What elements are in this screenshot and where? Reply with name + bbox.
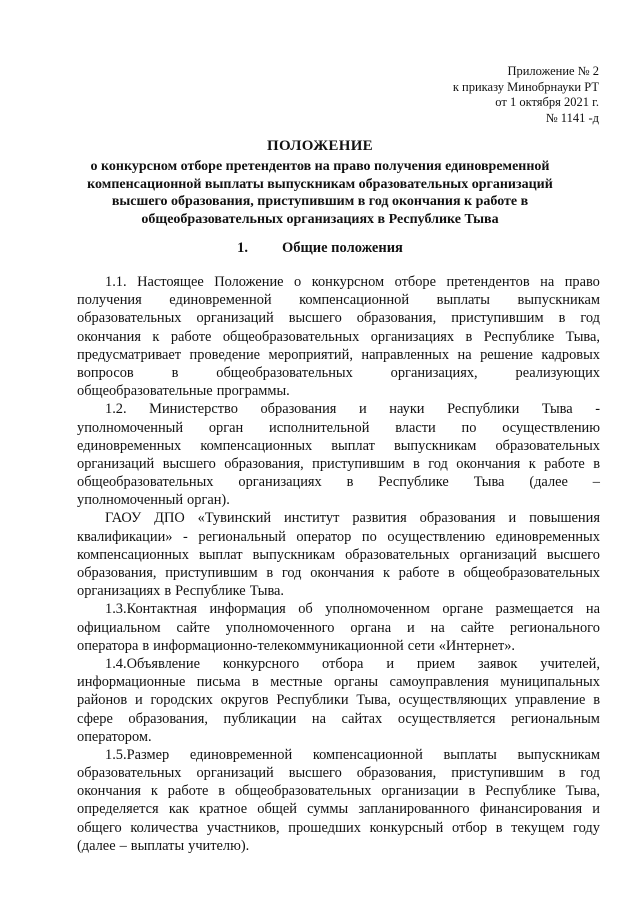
text-line: единовременных компенсационных выплат выпускникам образовательных (77, 437, 600, 454)
text-line: получения единовременной компенсационной выплаты выпускникам (77, 292, 600, 309)
text-line: образовательных организаций высшего образования, приступившим в год (77, 765, 600, 782)
appendix-line: к приказу Минобрнауки РТ (452, 79, 599, 94)
subtitle-line: о конкурсном отборе претендентов на право получения единовременной (90, 159, 550, 174)
paragraph (77, 400, 600, 509)
text-line: вопросов в общеобразовательных организациях, реализующих (77, 364, 600, 381)
text-line: предусматривает проведение мероприятий, направленных на решение кадровых (77, 346, 600, 363)
text-line: ГАОУ ДПО «Тувинский институт развития образования и повышения (105, 510, 600, 527)
subtitle-line: общеобразовательных организациях в Республике Тыва (141, 211, 499, 227)
text-line: (далее – выплаты учителю). (77, 837, 250, 854)
subtitle-line: высшего образования, приступившим в год окончания к работе в (111, 194, 529, 209)
text-line: образовательных организаций высшего образования, приступившим в год (77, 310, 600, 327)
section-heading (0, 240, 640, 257)
text-line: образования, приступившим в год окончания к работе в общеобразовательных (77, 565, 600, 581)
text-line: районов и городских округов Республики Тыва, осуществляющих управление в (77, 692, 600, 709)
text-line: 1.2. Министерство образования и науки Республики Тыва - (105, 401, 600, 418)
text-line: оператора в информационно-телекоммуникационной сети «Интернет». (77, 637, 516, 654)
text-line: сфере образования, публикации на сайтах осуществляется региональным (77, 710, 600, 727)
paragraph (77, 600, 600, 655)
text-line: уполномоченный орган). (77, 492, 230, 509)
appendix-reference (453, 64, 599, 126)
subtitle-line: компенсационной выплаты выпускникам образовательных организаций (87, 176, 553, 192)
text-line: определяется как кратное общей суммы запланированного финансирования и (77, 801, 600, 818)
document-title: ПОЛОЖЕНИЕ (267, 138, 373, 154)
text-line: уполномоченный орган исполнительной власти по осуществлению (77, 419, 600, 436)
text-line: общеобразовательных организациях в Республике Тыва (далее – (77, 474, 600, 491)
text-line: 1.1. Настоящее Положение о конкурсном отборе претендентов на право (105, 274, 600, 290)
text-line: компенсационных выплат выпускникам образовательных организаций высшего (77, 546, 600, 563)
text-line: окончания к работе в общеобразовательных организации в Республике Тыва, (77, 783, 600, 800)
text-line: квалификации» - региональный оператор по осуществлению единовременных (77, 528, 600, 545)
text-line: организаций высшего образования, приступившим в год окончания к работе в (77, 455, 600, 472)
paragraph (77, 746, 600, 855)
text-line: официальном сайте уполномоченного органа и на сайте регионального (77, 619, 600, 636)
paragraph (77, 273, 600, 400)
text-line: окончания к работе общеобразовательных организациях в Республике Тыва, (77, 328, 600, 345)
text-line: 1.3.Контактная информация об уполномоченном органе размещается на (105, 601, 600, 618)
appendix-line: № 1141 -д (545, 110, 599, 125)
text-line: общеобразовательные программы. (77, 383, 290, 400)
appendix-line: от 1 октября 2021 г. (495, 95, 599, 109)
text-line: организациях в Республике Тыва. (77, 583, 285, 600)
document-body (77, 273, 600, 855)
paragraph (77, 655, 600, 746)
document-subtitle (70, 158, 570, 228)
text-line: общего количества участников, прошедших конкурсный отбор в текущем году (77, 819, 600, 836)
text-line: оператором. (77, 728, 152, 745)
section-number: 1. (237, 240, 248, 256)
text-line: информационные письма в местные органы самоуправления муниципальных (77, 674, 600, 691)
text-line: 1.4.Объявление конкурсного отбора и прием заявок учителей, (105, 655, 600, 672)
appendix-line: Приложение № 2 (507, 64, 599, 78)
section-title: Общие положения (281, 240, 403, 256)
text-line: 1.5.Размер единовременной компенсационной выплаты выпускникам (105, 746, 600, 763)
paragraph (77, 509, 600, 600)
